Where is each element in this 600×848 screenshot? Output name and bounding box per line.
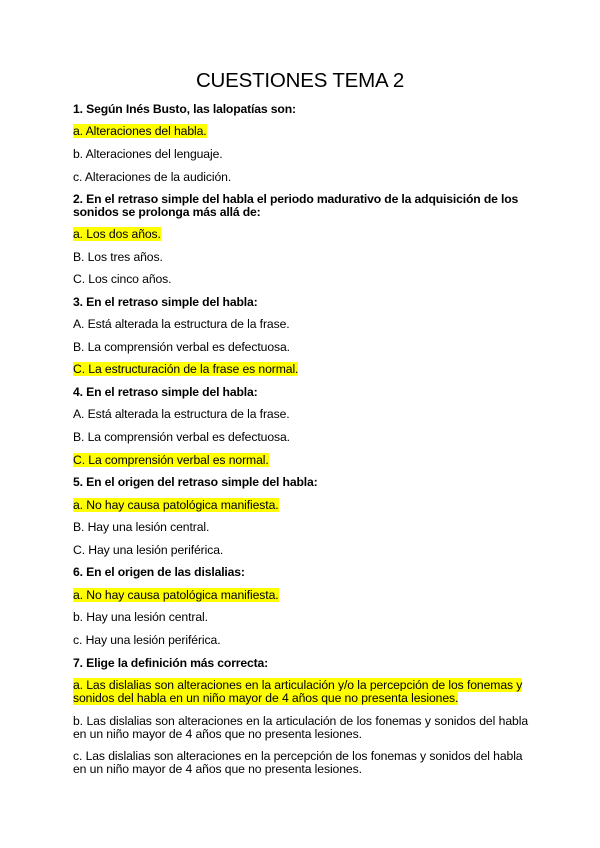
question-6-option-b: b. Hay una lesión central. — [73, 610, 208, 624]
question-7: 7. Elige la definición más correcta: — [73, 656, 269, 670]
question-5-option-a: a. No hay causa patológica manifiesta. — [73, 498, 279, 512]
question-3: 3. En el retraso simple del habla: — [73, 295, 258, 309]
question-6-option-c: c. Hay una lesión periférica. — [73, 633, 221, 647]
question-3-option-c: C. La estructuración de la frase es normal. — [73, 362, 299, 376]
question-1-option-b: b. Alteraciones del lenguaje. — [73, 147, 223, 161]
question-4-option-b: B. La comprensión verbal es defectuosa. — [73, 430, 290, 444]
question-7-option-a: a. Las dislalias son alteraciones en la articulación y/o la percepción de los fonemas y sonidos del habla en un niño mayor de 4 años que no presenta lesiones. — [73, 678, 523, 705]
question-1: 1. Según Inés Busto, las lalopatías son: — [73, 102, 296, 116]
question-5-option-b: B. Hay una lesión central. — [73, 520, 210, 534]
question-3-option-b: B. La comprensión verbal es defectuosa. — [73, 340, 290, 354]
question-5-option-c: C. Hay una lesión periférica. — [73, 543, 224, 557]
question-2-option-a: a. Los dos años. — [73, 227, 161, 241]
question-6: 6. En el origen de las dislalias: — [73, 565, 245, 579]
question-7-option-c: c. Las dislalias son alteraciones en la percepción de los fonemas y sonidos del habla en un niño mayor de 4 años que no presenta lesiones. — [73, 749, 523, 776]
question-6-option-a: a. No hay causa patológica manifiesta. — [73, 588, 279, 602]
question-4-option-c: C. La comprensión verbal es normal. — [73, 453, 269, 467]
question-2-option-b: B. Los tres años. — [73, 250, 163, 264]
question-5: 5. En el origen del retraso simple del habla: — [73, 475, 318, 489]
question-4: 4. En el retraso simple del habla: — [73, 385, 258, 399]
question-3-option-a: A. Está alterada la estructura de la frase. — [73, 317, 290, 331]
page-title: CUESTIONES TEMA 2 — [195, 69, 405, 92]
question-2-option-c: C. Los cinco años. — [73, 272, 172, 286]
question-7-option-b: b. Las dislalias son alteraciones en la articulación de los fonemas y sonidos del habla en un niño mayor de 4 años que no presenta lesiones. — [73, 714, 528, 741]
question-4-option-a: A. Está alterada la estructura de la frase. — [73, 407, 290, 421]
question-2: 2. En el retraso simple del habla el periodo madurativo de la adquisición de los sonidos se prolonga más allá de: — [73, 192, 519, 219]
question-1-option-a: a. Alteraciones del habla. — [73, 124, 207, 138]
question-1-option-c: c. Alteraciones de la audición. — [73, 170, 232, 184]
